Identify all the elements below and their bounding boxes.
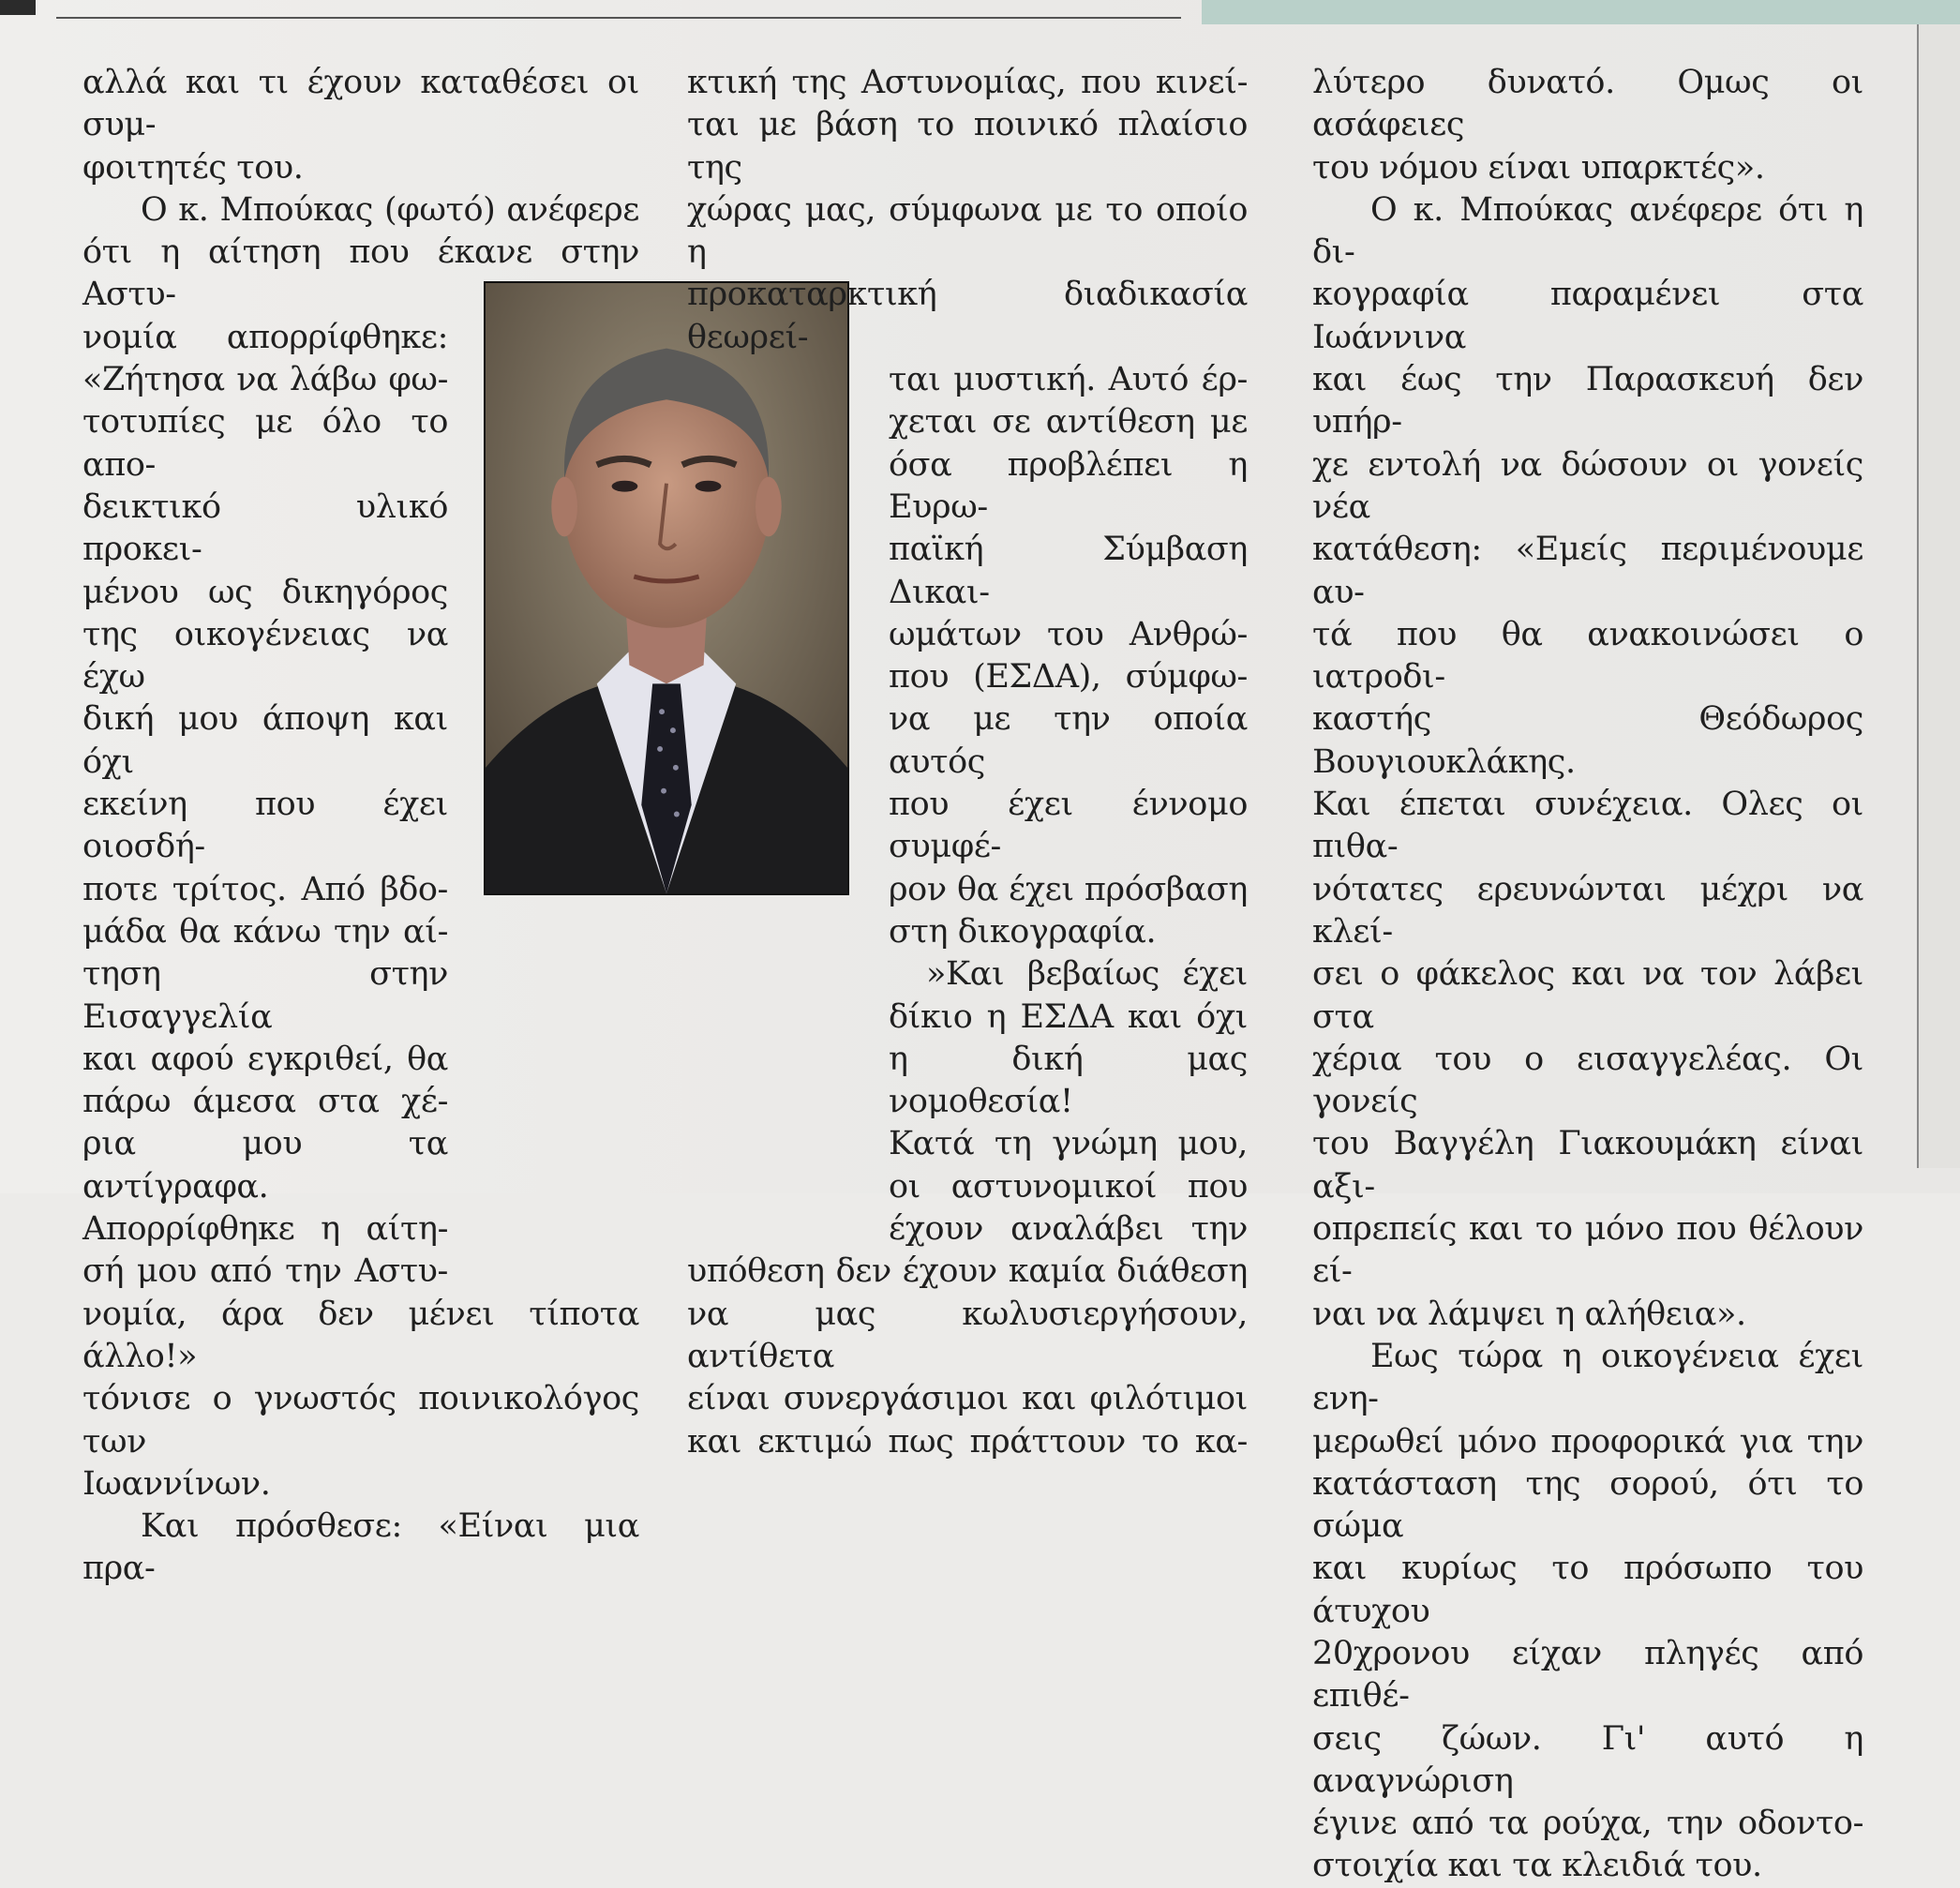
line: σεις ζώων. Γι' αυτό η αναγνώριση [1312,1719,1863,1800]
line: αλλά και τι έχουν καταθέσει οι συμ- [82,64,639,144]
line: η δική μας νομοθεσία! [889,1040,1248,1121]
line: λύτερο δυνατό. Ομως οι ασάφειες [1312,64,1863,144]
line: Και πρόσθεσε: «Είναι μια πρα- [82,1507,639,1588]
line: έγινε από τα ρούχα, την οδοντο- [1312,1805,1863,1843]
line: να μας κωλυσιεργήσουν, αντίθετα [687,1295,1248,1375]
line: στοιχία και τα κλειδιά του. [1312,1847,1762,1885]
line: μένου ως δικηγόρος [82,573,448,611]
line: «Ζήτησα να λάβω φω- [82,361,448,399]
line: Ο κ. Μπούκας (φωτό) ανέφερε [141,190,639,229]
line: μάδα θα κάνω την αί- [82,912,448,951]
line: τοτυπίες με όλο το απο- [82,403,448,484]
line: είναι συνεργάσιμοι και φιλότιμοι [687,1380,1248,1418]
line: ποτε τρίτος. Από βδο- [82,870,448,908]
line: ρον θα έχει πρόσβαση [889,870,1248,908]
line: και κυρίως το πρόσωπο του άτυχου [1312,1550,1863,1630]
line: χεται σε αντίθεση με [889,403,1248,442]
line: ρια μου τα αντίγραφα. [82,1125,448,1206]
line: Και έπεται συνέχεια. Ολες οι πιθα- [1312,786,1863,866]
line: κτική της Αστυνομίας, που κινεί- [687,64,1248,101]
line: Κατά τη γνώμη μου, [889,1125,1248,1163]
line: που έχει έννομο συμφέ- [889,786,1248,866]
line: δική μου άποψη και όχι [82,700,448,781]
line: να με την οποία αυτός [889,700,1248,781]
top-color-band [1202,0,1960,24]
line: που (ΕΣΔΑ), σύμφω- [889,658,1248,697]
line: καστής Θεόδωρος Βουγιουκλάκης. [1312,700,1863,781]
line: δίκιο η ΕΣΔΑ και όχι [889,997,1248,1036]
article-column-3 [1312,62,1863,1888]
line: υπόθεση δεν έχουν καμία διάθεση [687,1252,1248,1291]
line: σή μου από την Αστυ- [82,1252,448,1291]
line: του νόμου είναι υπαρκτές». [1312,148,1765,187]
line: κογραφία παραμένει στα Ιωάννινα [1312,276,1863,356]
line: και έως την Παρασκευή δεν υπήρ- [1312,361,1863,442]
line: χε εντολή να δώσουν οι γονείς νέα [1312,445,1863,526]
article-column-2 [687,62,1248,1463]
line: 20χρονου είχαν πληγές από επιθέ- [1312,1634,1863,1716]
line: νομία απορρίφθηκε: [82,318,448,356]
line: και εκτιμώ πως πράττουν το κα- [687,1422,1248,1461]
line: της οικογένειας να έχω [82,615,448,697]
line: »Και βεβαίως έχει [926,955,1248,994]
line: του Βαγγέλη Γιακουμάκη είναι αξι- [1312,1125,1863,1206]
line: τόνισε ο γνωστός ποινικολόγος των [82,1380,639,1461]
line: παϊκή Σύμβαση Δικαι- [889,531,1248,611]
line: κατάθεση: «Εμείς περιμένουμε αυ- [1312,531,1863,611]
line: τά που θα ανακοινώσει ο ιατροδι- [1312,615,1863,697]
line: πάρω άμεσα στα χέ- [82,1083,448,1121]
line: ται με βάση το ποινικό πλαίσιο της [687,106,1248,187]
line: οπρεπείς και το μόνο που θέλουν εί- [1312,1210,1863,1291]
line: Απορρίφθηκε η αίτη- [82,1210,448,1249]
adjacent-column-edge [1917,24,1960,1168]
line: τηση στην Εισαγγελία [82,955,448,1036]
line: ται μυστική. Αυτό έρ- [889,361,1248,399]
line: ωμάτων του Ανθρώ- [889,615,1248,653]
line: δεικτικό υλικό προκει- [82,487,448,569]
line: οι αστυνομικοί που [889,1167,1248,1206]
line: Ο κ. Μπούκας ανέφερε ότι η δι- [1312,190,1863,272]
line: ότι η αίτηση που έκανε στην Αστυ- [82,233,639,314]
line: φοιτητές του. [82,148,304,187]
line: μερωθεί μόνο προφορικά για την [1312,1422,1863,1461]
line: Εως τώρα η οικογένεια έχει ενη- [1312,1337,1863,1418]
line: στη δικογραφία. [889,912,1157,951]
top-corner-block [0,0,36,15]
line: νότατες ερευνώνται μέχρι να κλεί- [1312,870,1863,951]
line: ναι να λάμψει η αλήθεια». [1312,1295,1746,1333]
line: Ιωαννίνων. [82,1464,271,1503]
line: κατάσταση της σορού, ότι το σώμα [1312,1464,1863,1546]
line: όσα προβλέπει η Ευρω- [889,445,1248,526]
line: νομία, άρα δεν μένει τίποτα άλλο!» [82,1295,639,1375]
line: χώρας μας, σύμφωνα με το οποίο η [687,190,1248,272]
line: σει ο φάκελος και να τον λάβει στα [1312,955,1863,1036]
line: και αφού εγκριθεί, θα [82,1040,448,1078]
line: χέρια του ο εισαγγελέας. Οι γονείς [1312,1040,1863,1121]
line: έχουν αναλάβει την [889,1210,1248,1249]
line: εκείνη που έχει οιοσδή- [82,786,448,866]
line: προκαταρκτική διαδικασία θεωρεί- [687,276,1248,356]
top-rule [56,17,1181,19]
